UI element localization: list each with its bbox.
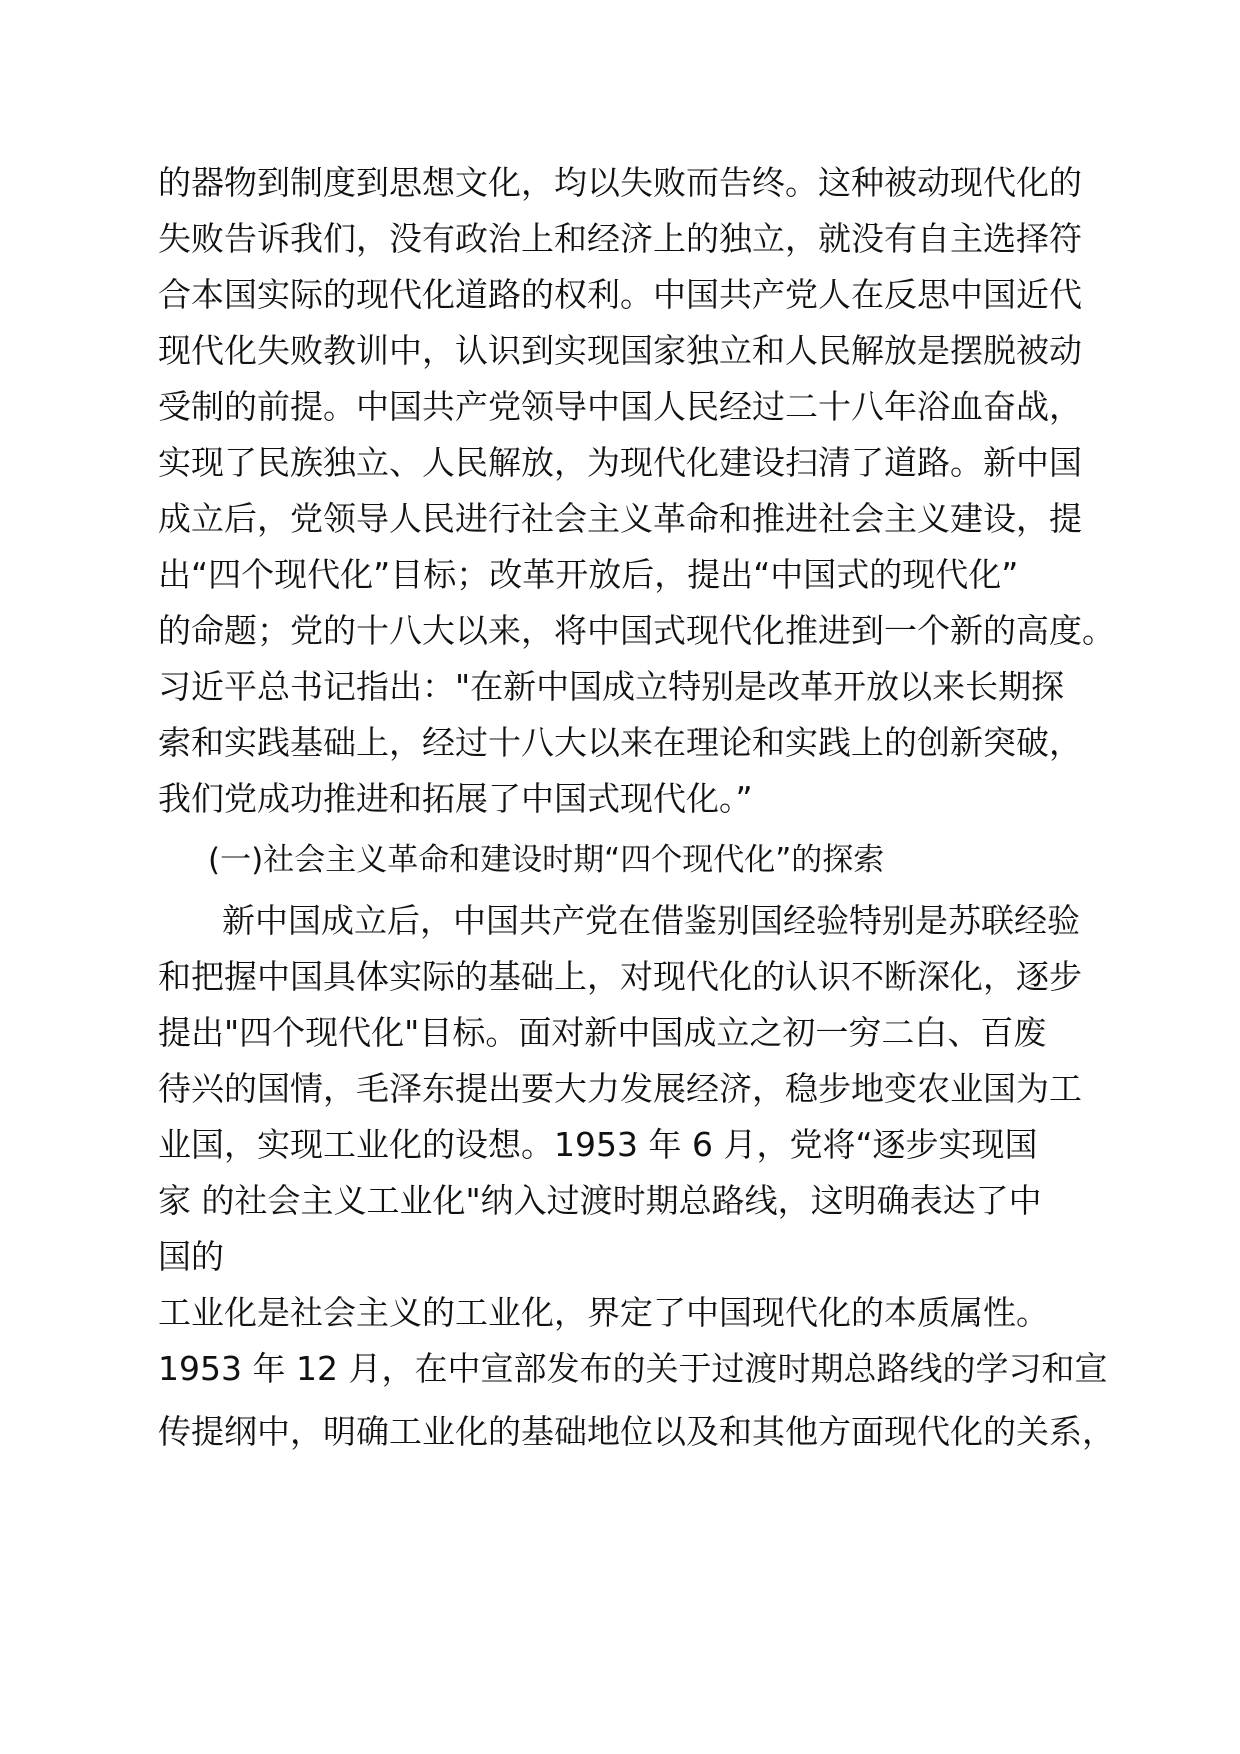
text-line: 索和实践基础上，经过十八大以来在理论和实践上的创新突破，: [158, 723, 1082, 762]
text-line: 工业化是社会主义的工业化，界定了中国现代化的本质属性。: [158, 1293, 1049, 1332]
text-line: 的命题；党的十八大以来，将中国式现代化推进到一个新的高度。: [158, 611, 1115, 650]
text-line: 家 的社会主义工业化"纳入过渡时期总路线，这明确表达了中: [158, 1181, 1042, 1220]
text-line: 和把握中国具体实际的基础上，对现代化的认识不断深化，逐步: [158, 957, 1082, 996]
text-line: 成立后，党领导人民进行社会主义革命和推进社会主义建设，提: [158, 499, 1082, 538]
text-line: 习近平总书记指出："在新中国成立特别是改革开放以来长期探: [158, 667, 1065, 706]
text-line: 业国，实现工业化的设想。1953 年 6 月，党将“逐步实现国: [158, 1125, 1038, 1164]
text-line: 国的: [158, 1237, 224, 1276]
text-line: 现代化失败教训中，认识到实现国家独立和人民解放是摆脱被动: [158, 331, 1082, 370]
text-line: 实现了民族独立、人民解放，为现代化建设扫清了道路。新中国: [158, 443, 1082, 482]
text-line: 我们党成功推进和拓展了中国式现代化。”: [158, 779, 753, 818]
text-line: 1953 年 12 月，在中宣部发布的关于过渡时期总路线的学习和宣: [158, 1349, 1108, 1388]
text-line: 合本国实际的现代化道路的权利。中国共产党人在反思中国近代: [158, 275, 1082, 314]
text-line: 待兴的国情，毛泽东提出要大力发展经济，稳步地变农业国为工: [158, 1069, 1082, 1108]
text-line: 受制的前提。中国共产党领导中国人民经过二十八年浴血奋战，: [158, 387, 1082, 426]
section-heading: (一)社会主义革命和建设时期“四个现代化”的探索: [208, 842, 885, 878]
text-line: 提出"四个现代化"目标。面对新中国成立之初一穷二白、百废: [158, 1013, 1047, 1052]
text-line: 失败告诉我们，没有政治上和经济上的独立，就没有自主选择符: [158, 219, 1082, 258]
text-line: 新中国成立后，中国共产党在借鉴别国经验特别是苏联经验: [222, 901, 1080, 940]
text-line: 出“四个现代化”目标；改革开放后，提出“中国式的现代化”: [158, 555, 1019, 594]
text-line: 的器物到制度到思想文化，均以失败而告终。这种被动现代化的: [158, 163, 1082, 202]
text-line: 传提纲中，明确工业化的基础地位以及和其他方面现代化的关系，: [158, 1412, 1115, 1451]
